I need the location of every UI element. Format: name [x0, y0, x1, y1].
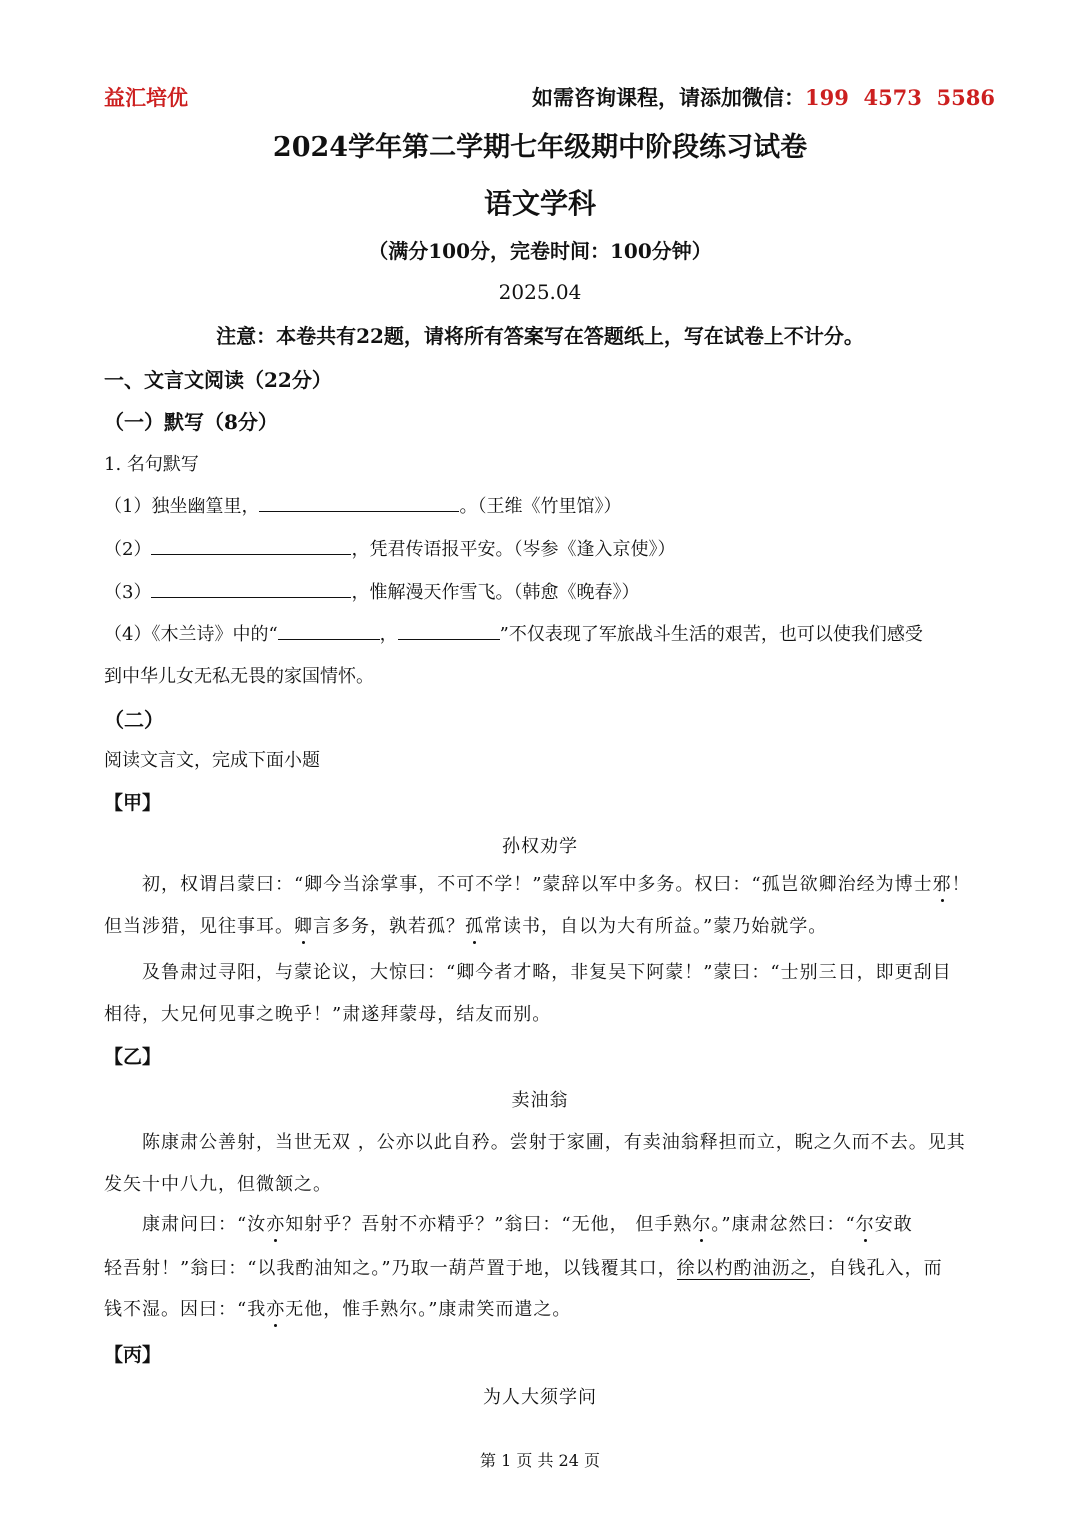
exam-notice: 注意：本卷共有22题，请将所有答案写在答题纸上，写在试卷上不计分。 — [216, 324, 864, 348]
dictation-item-1: （1）独坐幽篁里， 。（王维《竹里馆》） — [104, 492, 621, 518]
dictation-item-4-cont: 到中华儿女无私无畏的家国情怀。 — [104, 666, 374, 687]
answer-blank[interactable] — [278, 621, 380, 640]
answer-blank[interactable] — [398, 621, 500, 640]
dictation-item-3: （3） ，惟解漫天作雪飞。（韩愈《晚春》） — [104, 578, 639, 604]
contact-prefix: 如需咨询课程，请添加微信： — [532, 85, 805, 110]
answer-blank[interactable] — [151, 579, 351, 598]
dictation-item-4: （4）《木兰诗》中的“ ， ”不仅表现了军旅战斗生活的艰苦，也可以使我们感受 — [104, 620, 923, 646]
passage-yi-line: 轻吾射！”翁曰：“以我酌油知之。”乃取一葫芦置于地，以钱覆其口，徐以杓酌油沥之，自钱孔入，而 — [104, 1258, 943, 1279]
exam-date: 2025.04 — [498, 280, 582, 304]
part-heading-reading: （二） — [104, 708, 164, 732]
contact-line — [532, 82, 995, 112]
passage-yi-line: 发矢十中八九，但微颔之。 — [104, 1174, 332, 1195]
passage-label-bing: 【丙】 — [104, 1344, 162, 1366]
exam-title: 2024学年第二学期七年级期中阶段练习试卷 — [272, 132, 808, 163]
underlined-phrase: 徐以杓酌油沥之 — [676, 1258, 810, 1279]
passage-label-jia: 【甲】 — [104, 792, 162, 814]
passage-label-yi: 【乙】 — [104, 1046, 162, 1068]
passage-yi-line: 陈康肃公善射，当世无双 ，公亦以此自矜。尝射于家圃，有卖油翁释担而立，睨之久而不去。见其 — [142, 1132, 966, 1153]
passage-jia-line: 初，权谓吕蒙曰：“卿今当涂掌事，不可不学！”蒙辞以军中多务。权曰：“孤岂欲卿治经为博士邪！ — [142, 870, 971, 896]
brand-name: 益汇培优 — [104, 85, 188, 110]
part-heading-dictation: （一）默写（8分） — [104, 410, 278, 434]
dictation-item-2: （2） ，凭君传语报平安。（岑参《逢入京使》） — [104, 535, 675, 561]
passage-jia-line: 及鲁肃过寻阳，与蒙论议，大惊曰：“卿今者才略，非复吴下阿蒙！”蒙曰：“士别三日，即更刮目 — [142, 962, 952, 983]
answer-blank[interactable] — [259, 493, 459, 512]
wechat-number: 199 4573 5586 — [805, 85, 995, 110]
passage-jia-line: 但当涉猎，见往事耳。卿言多务，孰若孤？孤常读书，自以为大有所益。”蒙乃始就学。 — [104, 912, 827, 938]
score-time: （满分100分，完卷时间：100分钟） — [368, 239, 712, 263]
question-1-label: 1. 名句默写 — [104, 454, 199, 475]
passage-title-yi: 卖油翁 — [511, 1090, 569, 1111]
answer-blank[interactable] — [151, 536, 351, 555]
section-heading: 一、文言文阅读（22分） — [104, 368, 332, 392]
passage-yi-line: 钱不湿。因曰：“我亦无他，惟手熟尔。”康肃笑而遣之。 — [104, 1295, 571, 1321]
reading-instruction: 阅读文言文，完成下面小题 — [104, 750, 320, 771]
passage-yi-line: 康肃问曰：“汝亦知射乎？吾射不亦精乎？”翁曰：“无他， 但手熟尔。”康肃忿然曰：“尔安敢 — [142, 1210, 913, 1236]
passage-jia-line: 相待，大兄何见事之晚乎！”肃遂拜蒙母，结友而别。 — [104, 1004, 552, 1025]
subject-title: 语文学科 — [483, 187, 596, 220]
passage-title-bing: 为人大须学问 — [483, 1387, 597, 1408]
passage-title-jia: 孙权劝学 — [502, 836, 578, 857]
page-number: 第 1 页 共 24 页 — [480, 1451, 600, 1470]
